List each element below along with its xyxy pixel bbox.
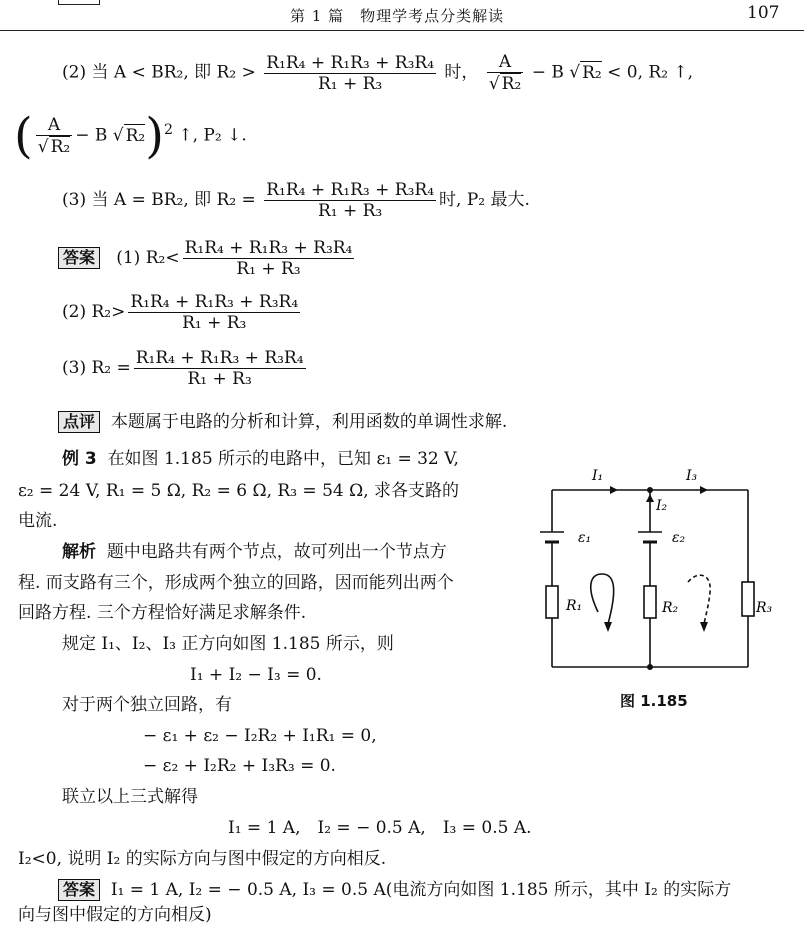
result-line: I₁ = 1 A, I₂ = − 0.5 A, I₃ = 0.5 A.: [228, 818, 532, 838]
node-bottom: [647, 664, 653, 670]
label-e2: ε₂: [672, 530, 686, 546]
example-line1: [62, 448, 459, 470]
label-r3: R₃: [756, 600, 773, 616]
analysis-line3: 回路方程. 三个方程恰好满足求解条件.: [18, 603, 307, 623]
circuit-diagram: [540, 462, 773, 682]
node-top: [647, 487, 653, 493]
analysis-line5: 对于两个独立回路，有: [62, 695, 232, 715]
part3-line: [62, 180, 530, 221]
answer1-line2: (2) R₂> $\frac{\text{R₁R₄ + R₁R₃ + R₃R₄}}{\text{R₁ + R₃}}$: [62, 292, 299, 333]
fraction-num: R₁R₄ + R₁R₃ + R₃R₄: [266, 52, 435, 73]
answer1-a1: (1) R₂<: [116, 248, 180, 268]
page-number: 107: [747, 3, 780, 23]
label-e1: ε₁: [578, 530, 592, 546]
answer2-line1: [58, 879, 731, 901]
analysis-label: 解析: [62, 542, 96, 562]
part2-rest: − B: [531, 62, 564, 83]
fraction-a: $\frac{A}{\text{√ R₂}}$: [488, 52, 522, 94]
analysis-line2: 程. 而支路有三个，形成两个独立的回路，因而能列出两个: [18, 573, 454, 593]
example-label: 例 3: [62, 449, 97, 469]
fraction-3: $\frac{\text{R₁R₄ + R₁R₃ + R₃R₄}}{\text{R₁ + R₃}}$: [266, 180, 435, 221]
answer1-line1: 答案 (1) R₂< $\frac{\text{R₁R₄ + R₁R₃ + R₃R₄}}{\text{R₁ + R₃}}$: [58, 238, 357, 279]
figure-caption: 图 1.185: [620, 692, 688, 710]
part2-pre: (2) 当: [62, 62, 114, 83]
chapter-title: 第 1 篇 物理学考点分类解读: [290, 7, 505, 25]
equation-loop2: − ε₂ + I₂R₂ + I₃R₃ = 0.: [143, 756, 336, 776]
part2-cond: A < BR₂, 即 R₂ >: [113, 62, 256, 83]
fraction: [264, 53, 436, 94]
part3-pre: (3) 当 A = BR₂, 即 R₂ =: [62, 190, 256, 210]
fraction-den: R₁ + R₃: [317, 73, 383, 94]
part2-rest2: < 0, R₂ ↑,: [607, 62, 694, 83]
example-line2: ε₂ = 24 V, R₁ = 5 Ω, R₂ = 6 Ω, R₃ = 54 Ω, 求各支路的: [18, 481, 460, 501]
loop2-arrow: [688, 575, 710, 624]
answer2-text1: I₁ = 1 A, I₂ = − 0.5 A, I₃ = 0.5 A(电流方向如图 1.185 所示，其中 I₂ 的实际方: [110, 880, 732, 900]
arrow-i1: [610, 486, 618, 494]
analysis-line1: 解析 题中电路共有两个节点，故可列出一个节点方: [62, 542, 447, 562]
resistor-r2: [644, 586, 656, 618]
label-i2: I₂: [656, 498, 668, 514]
fraction-a-den: R₂: [501, 74, 522, 94]
resistor-r3: [742, 582, 754, 616]
analysis-line4: 规定 I₁、I₂、I₃ 正方向如图 1.185 所示，则: [62, 634, 394, 654]
label-r2: R₂: [662, 600, 679, 616]
fraction-a2: $\frac{A}{\text{√ R₂}}$: [37, 115, 71, 157]
part2-line: (2) 当 A < BR₂, 即 R₂ > $\frac{\text{R₁R₄ + R₁R₃ + R₃R₄}}{\text{R₁ + R₃}}$ 时， $\frac{A}{\text{√ R₂}}$ − B √ R₂ < 0, R₂ ↑,: [62, 52, 694, 94]
answer2-label: 答案: [58, 879, 100, 901]
label-r1: R₁: [566, 598, 583, 614]
part2-line2: ( $\frac{A}{\text{√ R₂}}$ − B √ R₂)$^2$ ↑, P₂ ↓.: [14, 108, 247, 164]
answer1-line3: (3) R₂ = $\frac{\text{R₁R₄ + R₁R₃ + R₃R₄}}{\text{R₁ + R₃}}$: [62, 348, 304, 389]
answer2-line2: 向与图中假定的方向相反): [18, 905, 212, 925]
fraction-a-num: A: [487, 52, 523, 73]
arrow-i2: [646, 494, 654, 502]
label-i1: I₁: [592, 468, 604, 484]
comment-text: 本题属于电路的分析和计算，利用函数的单调性求解.: [110, 412, 508, 432]
comment-line: [58, 411, 507, 433]
analysis-line6: 联立以上三式解得: [62, 787, 198, 807]
page-header: [0, 0, 804, 31]
part2-rest-sqrt: R₂: [582, 62, 602, 83]
loop1-arrow: [591, 574, 614, 624]
arrow-i3: [700, 486, 708, 494]
part2-when: 时，: [444, 62, 479, 83]
answer1-a3: (3) R₂ =: [62, 358, 131, 378]
equation-loop1: − ε₁ + ε₂ − I₂R₂ + I₁R₁ = 0,: [143, 726, 377, 746]
label-i3: I₃: [686, 468, 698, 484]
part3-post: 时, P₂ 最大.: [439, 190, 530, 210]
part2-line2-tail: ↑, P₂ ↓.: [178, 125, 247, 146]
resistor-r1: [546, 586, 558, 618]
answer-label: 答案: [58, 247, 100, 269]
answer1-a2: (2) R₂>: [62, 302, 126, 322]
example-line3: 电流.: [18, 511, 58, 531]
example-text1: 在如图 1.185 所示的电路中，已知 ε₁ = 32 V,: [107, 449, 459, 469]
equation-node: I₁ + I₂ − I₃ = 0.: [190, 665, 322, 685]
header-mark: [58, 0, 100, 5]
comment-label: 点评: [58, 411, 100, 433]
analysis-line7: I₂<0, 说明 I₂ 的实际方向与图中假定的方向相反.: [18, 849, 387, 869]
